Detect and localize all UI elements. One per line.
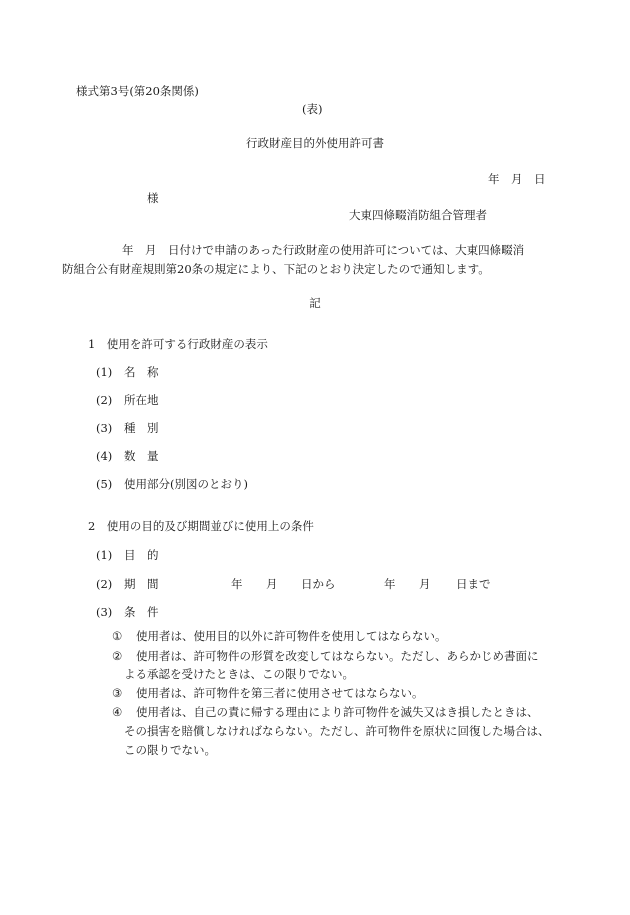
condition-text-cont: この限りでない。 bbox=[124, 743, 216, 757]
period-to-day: 日まで bbox=[456, 577, 491, 591]
section1-item-num: (3) bbox=[96, 421, 113, 435]
conditions-label: 条 件 bbox=[124, 605, 159, 619]
section1-item-num: (4) bbox=[96, 449, 113, 463]
section2-heading: 2 使用の目的及び期間並びに使用上の条件 bbox=[88, 519, 314, 533]
condition-text: 使用者は、使用目的以外に許可物件を使用してはならない。 bbox=[136, 629, 447, 643]
addressee: 様 bbox=[147, 191, 159, 205]
section1-item-num: (2) bbox=[96, 393, 113, 407]
body-line-1: 年 月 日付けで申請のあった行政財産の使用許可については、大東四條畷消 bbox=[122, 243, 525, 257]
conditions-num: (3) bbox=[96, 605, 113, 619]
condition-mark: ④ bbox=[112, 705, 123, 719]
body-line-2: 防組合公有財産規則第20条の規定により、下記のとおり決定したので通知します。 bbox=[62, 262, 490, 276]
date-line: 年 月 日 bbox=[488, 172, 546, 186]
ki-heading: 記 bbox=[309, 296, 321, 310]
condition-text: 使用者は、許可物件を第三者に使用させてはならない。 bbox=[136, 686, 424, 700]
condition-mark: ③ bbox=[112, 686, 123, 700]
condition-mark: ② bbox=[112, 649, 123, 663]
issuer: 大東四條畷消防組合管理者 bbox=[349, 208, 487, 222]
purpose-num: (1) bbox=[96, 548, 113, 562]
section1-item-num: (5) bbox=[96, 477, 113, 491]
side-label: (表) bbox=[302, 102, 323, 116]
period-from-day: 日から bbox=[301, 577, 336, 591]
form-label: 様式第3号(第20条関係) bbox=[76, 84, 199, 98]
condition-text: 使用者は、自己の責に帰する理由により許可物件を滅失又はき損したときは、 bbox=[136, 705, 539, 719]
section1-item-label: 数 量 bbox=[124, 449, 159, 463]
period-from-year: 年 bbox=[231, 577, 243, 591]
period-label: 期 間 bbox=[124, 577, 159, 591]
document-title: 行政財産目的外使用許可書 bbox=[246, 136, 384, 150]
purpose-label: 目 的 bbox=[124, 548, 159, 562]
period-to-year: 年 bbox=[384, 577, 396, 591]
condition-text-cont: その損害を賠償しなければならない。ただし、許可物件を原状に回復した場合は、 bbox=[124, 724, 550, 738]
section1-item-label: 所在地 bbox=[124, 393, 159, 407]
condition-text-cont: よる承認を受けたときは、この限りでない。 bbox=[124, 667, 354, 681]
section1-heading: 1 使用を許可する行政財産の表示 bbox=[88, 337, 268, 351]
section1-item-label: 種 別 bbox=[124, 421, 159, 435]
section1-item-label: 使用部分(別図のとおり) bbox=[124, 477, 248, 491]
section1-item-label: 名 称 bbox=[124, 365, 159, 379]
period-from-month: 月 bbox=[266, 577, 278, 591]
condition-mark: ① bbox=[112, 629, 123, 643]
period-to-month: 月 bbox=[419, 577, 431, 591]
section1-item-num: (1) bbox=[96, 365, 113, 379]
condition-text: 使用者は、許可物件の形質を改変してはならない。ただし、あらかじめ書面に bbox=[136, 649, 539, 663]
period-num: (2) bbox=[96, 577, 113, 591]
